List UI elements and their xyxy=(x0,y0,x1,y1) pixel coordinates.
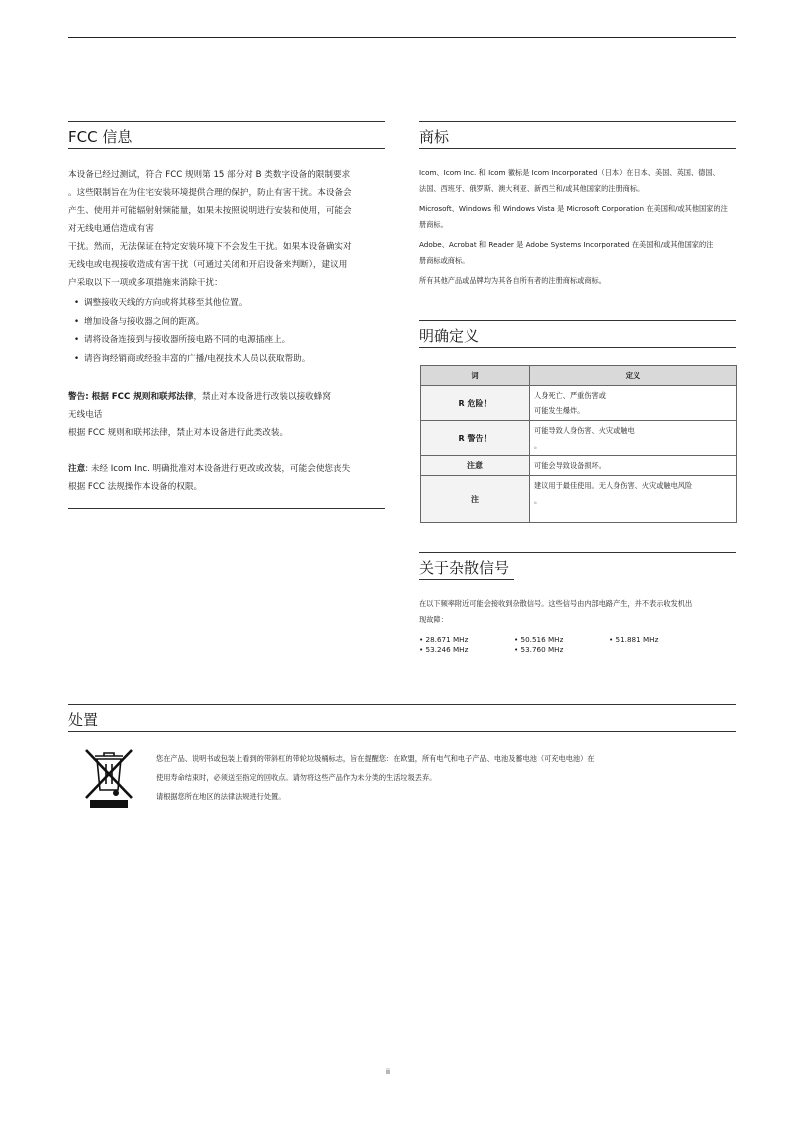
disposal-line: 请根据您所在地区的法律法规进行处置。 xyxy=(156,792,286,801)
trademark-section-rule xyxy=(419,121,736,122)
col-def-header: 定义 xyxy=(530,366,737,386)
definitions-title: 明确定义 xyxy=(419,327,736,348)
list-item: • 53.760 MHz xyxy=(514,645,564,654)
trademark-body xyxy=(419,165,744,289)
table-row xyxy=(421,456,737,476)
fcc-section-rule xyxy=(68,121,385,122)
term-cell: R 危险！ xyxy=(421,386,530,421)
list-item: • 28.671 MHz xyxy=(419,635,469,644)
note-line: 根据 FCC 法规操作本设备的权限。 xyxy=(68,482,203,492)
fcc-bullet-list xyxy=(68,294,398,368)
note-label: 注意 xyxy=(68,464,86,474)
trademark-title: 商标 xyxy=(419,128,736,149)
trademark-line: 册商标。 xyxy=(419,220,448,229)
crossed-out-wheelie-bin-icon xyxy=(80,746,138,810)
fcc-para-line: 。这些限制旨在为住宅安装环境提供合理的保护，防止有害干扰。本设备会 xyxy=(68,188,352,198)
def-cell xyxy=(530,386,737,421)
definitions-table xyxy=(420,365,737,523)
def-cell xyxy=(530,456,737,476)
fcc-body xyxy=(68,166,398,496)
warning-line: 根据 FCC 规则和联邦法律，禁止对本设备进行此类改装。 xyxy=(68,428,289,438)
trademark-line: 所有其他产品或品牌均为其各自所有者的注册商标或商标。 xyxy=(419,276,606,285)
spurious-body xyxy=(419,596,744,628)
fcc-para-line: 干扰。然而，无法保证在特定安装环境下不会发生干扰。如果本设备确实对 xyxy=(68,242,352,252)
term-cell: 注 xyxy=(421,476,530,523)
list-item: • 增加设备与接收器之间的距离。 xyxy=(74,313,398,332)
list-item: • 请咨询经销商或经验丰富的广播/电视技术人员以获取帮助。 xyxy=(74,350,398,369)
def-line: 建议用于最佳使用。无人身伤害、火灾或触电风险 xyxy=(534,481,693,490)
table-row xyxy=(421,421,737,456)
trademark-line: Icom、Icom Inc. 和 Icom 徽标是 Icom Incorporated（日本）在日本、美国、英国、德国、 xyxy=(419,168,720,177)
fcc-para-line: 无线电或电视接收造成有害干扰（可通过关闭和开启设备来判断），建议用 xyxy=(68,260,348,270)
trademark-line: Microsoft、Windows 和 Windows Vista 是 Microsoft Corporation 在美国和/或其他国家的注 xyxy=(419,204,728,213)
table-row xyxy=(421,476,737,523)
warning-label: 警告: 根据 FCC 规则和联邦法律 xyxy=(68,392,194,402)
term-cell: 注意 xyxy=(421,456,530,476)
def-line: 人身死亡、严重伤害或 xyxy=(534,391,606,400)
def-line: 。 xyxy=(534,441,542,450)
disposal-line: 您在产品、说明书或包装上看到的带斜杠的带轮垃圾桶标志，旨在提醒您：在欧盟，所有电气和电子产品、电池及蓄电池（可充电电池）在 xyxy=(156,754,595,763)
table-row xyxy=(421,386,737,421)
disposal-body xyxy=(156,749,746,806)
disposal-section-rule xyxy=(68,704,736,705)
def-line: 可能发生爆炸。 xyxy=(534,406,585,415)
list-item: • 51.881 MHz xyxy=(609,635,659,644)
spurious-line: 现故障： xyxy=(419,615,448,624)
fcc-para-line: 对无线电通信造成有害 xyxy=(68,224,154,234)
spurious-section-rule xyxy=(419,552,736,553)
list-item: • 53.246 MHz xyxy=(419,645,469,654)
term-cell: R 警告！ xyxy=(421,421,530,456)
warning-line: 无线电话 xyxy=(68,410,103,420)
spurious-title: 关于杂散信号 xyxy=(419,559,514,580)
list-item: • 请将设备连接到与接收器所接电路不同的电源插座上。 xyxy=(74,331,398,350)
fcc-para-line: 户采取以下一项或多项措施来消除干扰： xyxy=(68,278,223,288)
table-header-row xyxy=(421,366,737,386)
fcc-para-line: 本设备已经过测试，符合 FCC 规则第 15 部分对 B 类数字设备的限制要求 xyxy=(68,170,351,180)
fcc-para-line: 产生、使用并可能辐射射频能量，如果未按照说明进行安装和使用，可能会 xyxy=(68,206,352,216)
warning-text: ，禁止对本设备进行改装以接收蜂窝 xyxy=(193,392,331,402)
def-cell xyxy=(530,421,737,456)
spurious-line: 在以下频率附近可能会接收到杂散信号。这些信号由内部电路产生，并不表示收发机出 xyxy=(419,599,693,608)
def-line: 可能导致人身伤害、火灾或触电 xyxy=(534,426,635,435)
definitions-section-rule xyxy=(419,320,736,321)
list-item: • 调整接收天线的方向或将其移至其他位置。 xyxy=(74,294,398,313)
trademark-line: 册商标或商标。 xyxy=(419,256,470,265)
def-cell xyxy=(530,476,737,523)
col-term-header: 词 xyxy=(421,366,530,386)
def-line: 可能会导致设备损坏。 xyxy=(534,461,606,470)
trademark-line: 法国、西班牙、俄罗斯、澳大利亚、新西兰和/或其他国家的注册商标。 xyxy=(419,184,645,193)
disposal-line: 使用寿命结束时，必须送至指定的回收点。请勿将这些产品作为未分类的生活垃圾丢弃。 xyxy=(156,773,437,782)
fcc-warning xyxy=(68,388,398,406)
def-line: 。 xyxy=(534,496,542,505)
fcc-note xyxy=(68,460,398,478)
disposal-title: 处置 xyxy=(68,711,736,732)
fcc-title: FCC 信息 xyxy=(68,128,385,149)
fcc-end-rule xyxy=(68,508,385,509)
header-rule xyxy=(68,37,736,38)
list-item: • 50.516 MHz xyxy=(514,635,564,644)
note-text: : 未经 Icom Inc. 明确批准对本设备进行更改或改装，可能会使您丧失 xyxy=(85,464,351,474)
page-number: ii xyxy=(386,1068,390,1076)
trademark-line: Adobe、Acrobat 和 Reader 是 Adobe Systems Incorporated 在美国和/或其他国家的注 xyxy=(419,240,714,249)
